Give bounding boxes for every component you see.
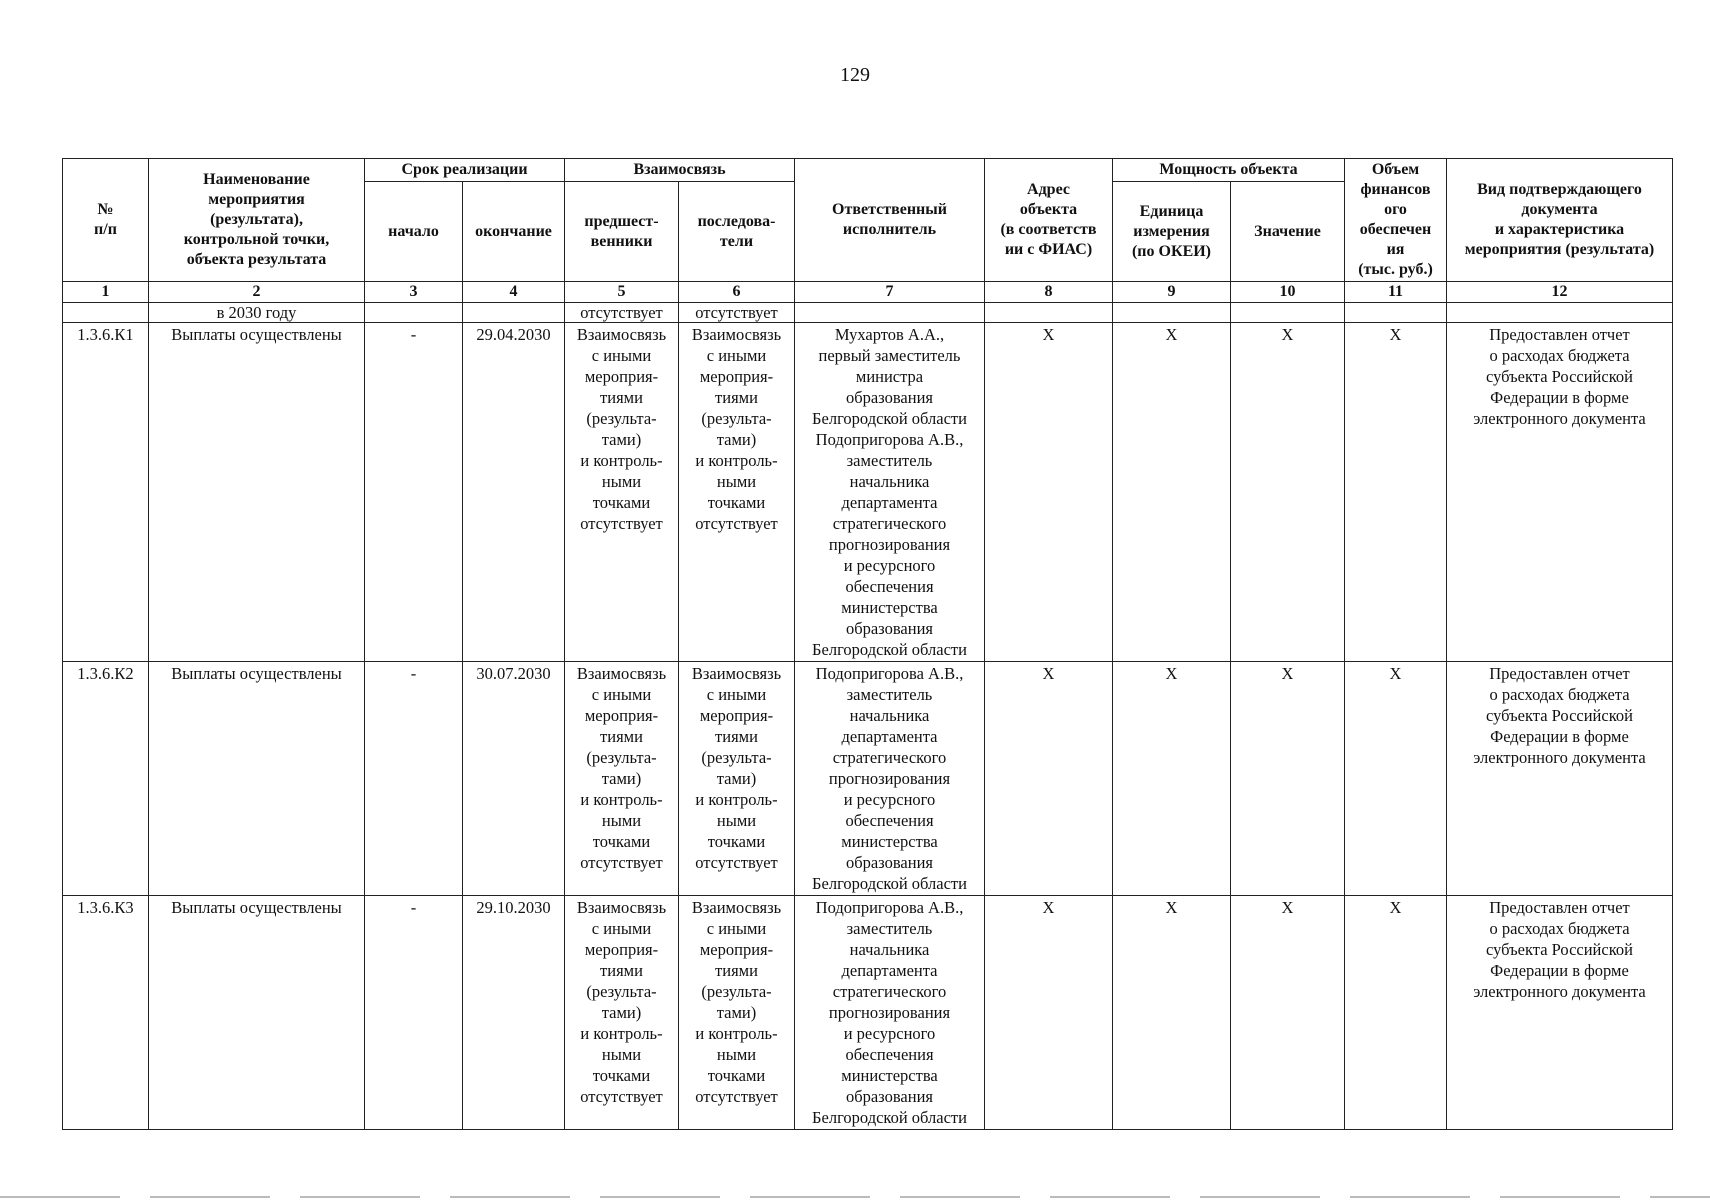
implementation-plan-table [62, 158, 1673, 1130]
row-name: Выплаты осуществлены [149, 896, 365, 1130]
column-number: 3 [365, 282, 463, 303]
page-number: 129 [840, 64, 870, 86]
row-finance: Х [1345, 896, 1447, 1130]
header-address: Адрес объекта (в соответств ии с ФИАС) [985, 159, 1113, 282]
header-link-prev: предшест- венники [565, 182, 679, 282]
header-name: Наименование мероприятия (результата), контрольной точки, объекта результата [149, 159, 365, 282]
row-unit: Х [1113, 896, 1231, 1130]
header-term-group: Срок реализации [365, 159, 565, 182]
column-number: 9 [1113, 282, 1231, 303]
row-predecessors: Взаимосвязь с иными мероприя- тиями (результа- тами) и контроль- ными точками отсутствует [565, 896, 679, 1130]
row-successors: Взаимосвязь с иными мероприя- тиями (результа- тами) и контроль- ными точками отсутствует [679, 662, 795, 896]
column-number: 8 [985, 282, 1113, 303]
row-value: Х [1231, 896, 1345, 1130]
column-number: 1 [63, 282, 149, 303]
row-end: 30.07.2030 [463, 662, 565, 896]
table-row [63, 896, 1673, 1130]
header-link-group: Взаимосвязь [565, 159, 795, 182]
row-name: Выплаты осуществлены [149, 323, 365, 662]
row-end: 29.04.2030 [463, 323, 565, 662]
row-start: - [365, 323, 463, 662]
column-number: 11 [1345, 282, 1447, 303]
column-number: 4 [463, 282, 565, 303]
row-code: 1.3.6.К3 [63, 896, 149, 1130]
continuation-prev: отсутствует [565, 303, 679, 323]
row-executor: Мухартов А.А., первый заместитель министра образования Белгородской области Подопригорова А.В., заместитель начальника департамента стратегического прогнозирования и ресурсного обеспечения министерства образования Белгородской области [795, 323, 985, 662]
header-capacity-group: Мощность объекта [1113, 159, 1345, 182]
row-document: Предоставлен отчет о расходах бюджета субъекта Российской Федерации в форме электронного документа [1447, 662, 1673, 896]
row-finance: Х [1345, 662, 1447, 896]
column-number: 5 [565, 282, 679, 303]
row-executor: Подопригорова А.В., заместитель начальника департамента стратегического прогнозирования и ресурсного обеспечения министерства образования Белгородской области [795, 662, 985, 896]
column-numbers-row [63, 282, 1673, 303]
continuation-next: отсутствует [679, 303, 795, 323]
header-link-next: последова- тели [679, 182, 795, 282]
row-unit: Х [1113, 323, 1231, 662]
row-document: Предоставлен отчет о расходах бюджета субъекта Российской Федерации в форме электронного документа [1447, 323, 1673, 662]
header-finance: Объем финансов ого обеспечен ия (тыс. руб.) [1345, 159, 1447, 282]
row-finance: Х [1345, 323, 1447, 662]
row-value: Х [1231, 323, 1345, 662]
row-value: Х [1231, 662, 1345, 896]
row-predecessors: Взаимосвязь с иными мероприя- тиями (результа- тами) и контроль- ными точками отсутствует [565, 323, 679, 662]
continuation-name: в 2030 году [149, 303, 365, 323]
row-code: 1.3.6.К1 [63, 323, 149, 662]
row-unit: Х [1113, 662, 1231, 896]
table-header [63, 159, 1673, 303]
column-number: 6 [679, 282, 795, 303]
header-executor: Ответственный исполнитель [795, 159, 985, 282]
table-row [63, 662, 1673, 896]
header-term-start: начало [365, 182, 463, 282]
row-address: Х [985, 323, 1113, 662]
table-row [63, 323, 1673, 662]
header-term-end: окончание [463, 182, 565, 282]
header-value: Значение [1231, 182, 1345, 282]
header-unit: Единица измерения (по ОКЕИ) [1113, 182, 1231, 282]
scan-edge-divider [0, 1196, 1710, 1198]
row-executor: Подопригорова А.В., заместитель начальника департамента стратегического прогнозирования и ресурсного обеспечения министерства образования Белгородской области [795, 896, 985, 1130]
row-successors: Взаимосвязь с иными мероприя- тиями (результа- тами) и контроль- ными точками отсутствует [679, 323, 795, 662]
row-name: Выплаты осуществлены [149, 662, 365, 896]
column-number: 10 [1231, 282, 1345, 303]
column-number: 7 [795, 282, 985, 303]
header-doc: Вид подтверждающего документа и характеристика мероприятия (результата) [1447, 159, 1673, 282]
row-successors: Взаимосвязь с иными мероприя- тиями (результа- тами) и контроль- ными точками отсутствует [679, 896, 795, 1130]
column-number: 12 [1447, 282, 1673, 303]
row-address: Х [985, 896, 1113, 1130]
header-num: № п/п [63, 159, 149, 282]
continuation-row [63, 303, 1673, 323]
column-number: 2 [149, 282, 365, 303]
row-end: 29.10.2030 [463, 896, 565, 1130]
row-address: Х [985, 662, 1113, 896]
row-code: 1.3.6.К2 [63, 662, 149, 896]
row-document: Предоставлен отчет о расходах бюджета субъекта Российской Федерации в форме электронного документа [1447, 896, 1673, 1130]
row-start: - [365, 896, 463, 1130]
row-start: - [365, 662, 463, 896]
row-predecessors: Взаимосвязь с иными мероприя- тиями (результа- тами) и контроль- ными точками отсутствует [565, 662, 679, 896]
